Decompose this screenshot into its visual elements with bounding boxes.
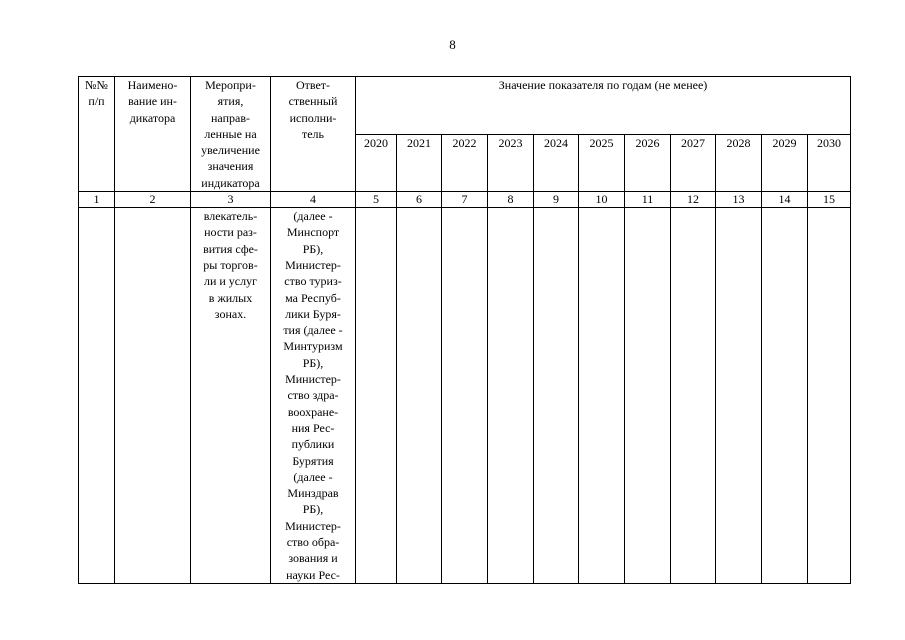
- year-value-cell: [579, 208, 625, 584]
- indicators-table: [78, 76, 851, 584]
- header-responsible: Ответ- ственный исполни- тель: [271, 77, 356, 192]
- header-year: 2027: [671, 134, 716, 192]
- header-indicator-name: Наимено- вание ин- дикатора: [115, 77, 191, 192]
- header-year: 2026: [625, 134, 671, 192]
- responsible-cell: (далее - Минспорт РБ), Министер- ство туриз- ма Респуб- лики Буря- тия (далее - Минтуризм РБ), Министер- ство здра- воохране- ния Рес- публики Бурятия (далее - Минздрав РБ), Министер- ство обра- зования и науки Рес-: [271, 208, 356, 584]
- column-number: 13: [716, 192, 762, 208]
- year-value-cell: [808, 208, 851, 584]
- year-value-cell: [356, 208, 397, 584]
- header-year: 2020: [356, 134, 397, 192]
- column-number: 14: [762, 192, 808, 208]
- year-value-cell: [442, 208, 488, 584]
- header-row: [79, 77, 851, 135]
- column-number: 8: [488, 192, 534, 208]
- measures-cell: влекатель- ности раз- вития сфе- ры торгов- ли и услуг в жилых зонах.: [191, 208, 271, 584]
- header-year: 2023: [488, 134, 534, 192]
- year-value-cell: [397, 208, 442, 584]
- column-number: 10: [579, 192, 625, 208]
- year-value-cell: [625, 208, 671, 584]
- row-number-cell: [79, 208, 115, 584]
- year-value-cell: [534, 208, 579, 584]
- header-year: 2028: [716, 134, 762, 192]
- column-number: 6: [397, 192, 442, 208]
- column-number: 4: [271, 192, 356, 208]
- column-number: 11: [625, 192, 671, 208]
- column-number: 2: [115, 192, 191, 208]
- header-year: 2030: [808, 134, 851, 192]
- column-number: 9: [534, 192, 579, 208]
- header-year: 2025: [579, 134, 625, 192]
- year-value-cell: [488, 208, 534, 584]
- column-number: 1: [79, 192, 115, 208]
- year-value-cell: [762, 208, 808, 584]
- header-number: №№ п/п: [79, 77, 115, 192]
- year-value-cell: [716, 208, 762, 584]
- header-year: 2024: [534, 134, 579, 192]
- header-measures: Меропри- ятия, направ- ленные на увеличение значения индикатора: [191, 77, 271, 192]
- column-number: 3: [191, 192, 271, 208]
- page-number: 8: [449, 37, 456, 52]
- column-number: 7: [442, 192, 488, 208]
- column-number: 15: [808, 192, 851, 208]
- header-values-by-year: Значение показателя по годам (не менее): [356, 77, 851, 135]
- year-value-cell: [671, 208, 716, 584]
- header-year: 2022: [442, 134, 488, 192]
- indicator-name-cell: [115, 208, 191, 584]
- column-number: 5: [356, 192, 397, 208]
- table-row: [79, 208, 851, 584]
- column-number-row: [79, 192, 851, 208]
- header-year: 2029: [762, 134, 808, 192]
- column-number: 12: [671, 192, 716, 208]
- header-year: 2021: [397, 134, 442, 192]
